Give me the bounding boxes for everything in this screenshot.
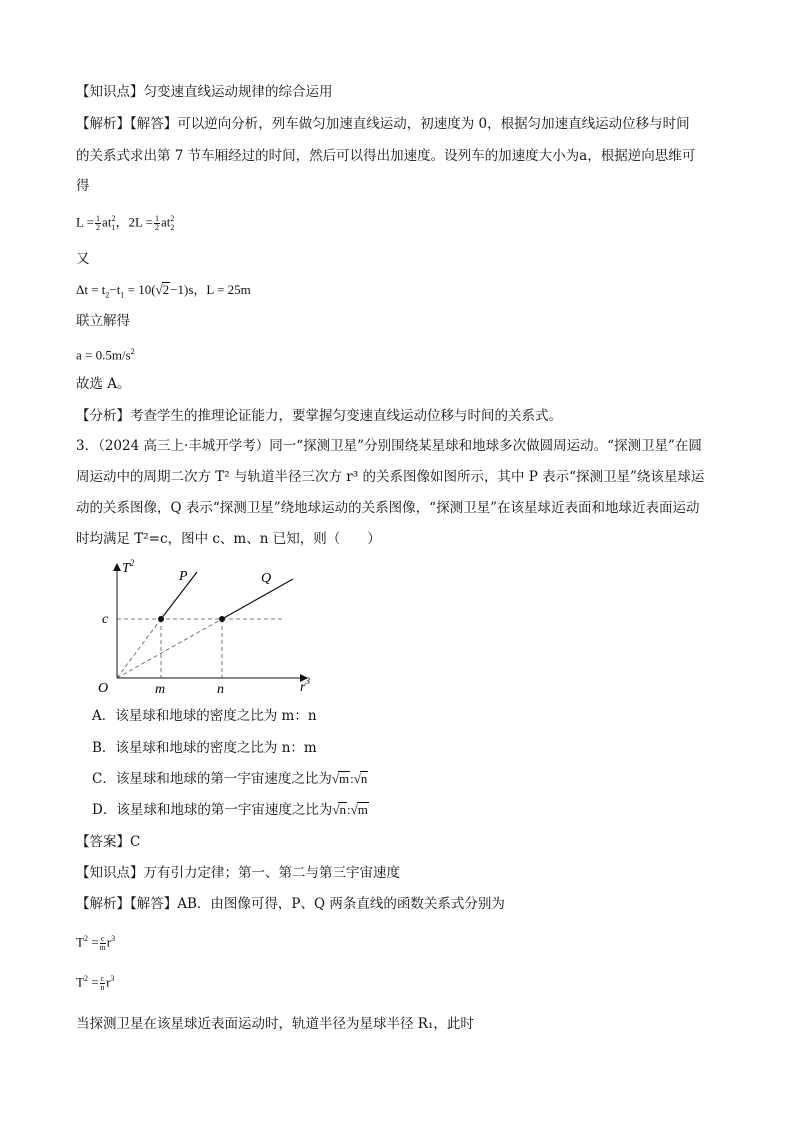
series-q-label: Q [261,571,272,586]
point-p [158,616,164,622]
y-axis-label: $T^2$ [122,558,135,576]
option-d-text: D．该星球和地球的第一宇宙速度之比为 [92,802,333,818]
q3-last-line: 当探测卫星在该星球近表面运动时，轨道半径为星球半径 R₁，此时 [76,1016,474,1032]
equation-q: $T^2$ = $\frac{c}{n}$ $r^3$ [76,973,115,992]
x-tick-n: n [217,682,224,697]
q3-stem-line-1: 3．（2024 高三上·丰城开学考）同一“探测卫星”分别围绕某星球和地球多次做圆周运动。“探测卫星”在圆 [76,438,702,454]
equation-2: $\Delta t = t_2-t_1 = 10(√2-1)s$，L = 25m [76,282,251,300]
equation-1: L = $\frac{1}{2}$ $at_1^2$，2L = $\frac{1}{2}$ $at_2^2$ [76,213,175,232]
option-b[interactable]: B．该星球和地球的密度之比为 n：m [92,740,317,756]
series-q-line [222,579,293,619]
option-a[interactable]: A．该星球和地球的密度之比为 m：n [92,708,317,724]
q-dashed-segment [117,619,222,678]
p-dashed-segment [117,619,161,678]
summary-analysis: 【分析】考查学生的推理论证能力，要掌握匀变速直线运动位移与时间的关系式。 [76,408,562,424]
analysis-line-1: 【解析】【解答】可以逆向分析，列车做匀加速直线运动，初速度为 0，根据匀加速直线运动位移与时间 [76,116,690,132]
x-tick-m: m [155,682,166,697]
analysis-line-3: 得 [76,178,90,194]
option-c[interactable]: C．该星球和地球的第一宇宙速度之比为√m:√n [92,771,368,787]
q3-stem-line-4: 时均满足 T²=c，图中 c、m、n 已知，则（ ） [76,531,381,547]
y-tick-c: c [102,612,109,627]
answer-choice: 故选 A。 [76,376,131,392]
t2-r3-graph [95,558,325,698]
analysis-line-2: 的关系式求出第 7 节车厢经过的时间，然后可以得出加速度。设列车的加速度大小为a，根据逆向思维可 [76,148,696,164]
equation-p: $T^2$ = $\frac{c}{m}$ $r^3$ [76,933,116,952]
option-d[interactable]: D．该星球和地球的第一宇宙速度之比为√n:√m [92,802,368,818]
q3-answer: 【答案】C [76,834,141,850]
you-label: 又 [76,251,90,267]
lianli-label: 联立解得 [76,313,130,329]
knowledge-point-1: 【知识点】匀变速直线运动规律的综合运用 [76,84,333,100]
origin-label: O [98,681,109,696]
q3-analysis: 【解析】【解答】AB．由图像可得，P、Q 两条直线的函数关系式分别为 [76,896,505,912]
option-c-text: C．该星球和地球的第一宇宙速度之比为 [92,771,332,787]
series-p-label: P [179,569,188,584]
q3-stem-line-2: 周运动中的周期二次方 T² 与轨道半径三次方 r³ 的关系图像如图所示，其中 P 表示“探测卫星”绕该星球运 [76,469,705,485]
equation-3: $a = 0.5m/s^2$ [76,347,135,363]
x-axis-label: $r^3$ [300,676,310,695]
q3-knowledge-point: 【知识点】万有引力定律；第一、第二与第三宇宙速度 [76,865,400,881]
point-q [219,616,225,622]
q3-stem-line-3: 动的关系图像，Q 表示“探测卫星”绕地球运动的关系图像，“探测卫星”在该星球近表面和地球近表面运动 [76,500,700,516]
